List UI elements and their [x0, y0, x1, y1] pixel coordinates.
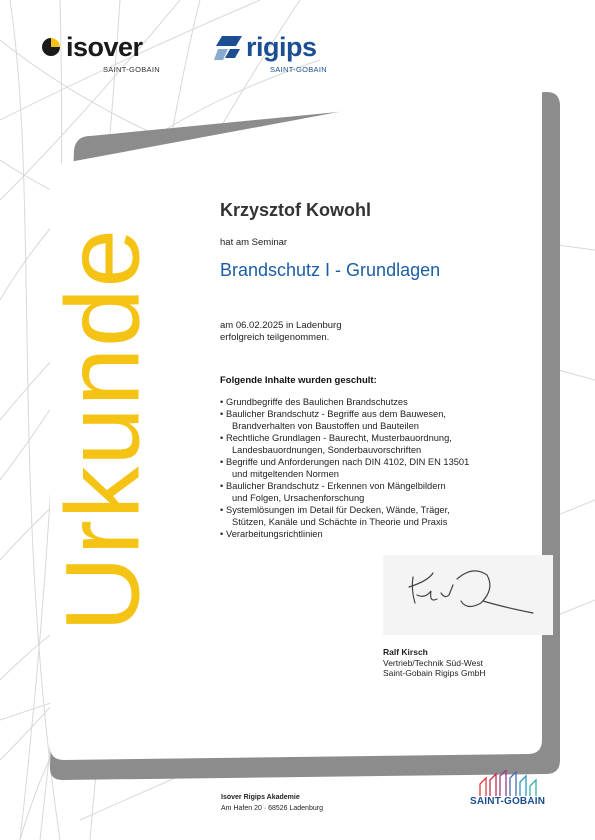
date-line: am 06.02.2025 in Ladenburg — [220, 320, 342, 331]
bullet-icon: • — [220, 481, 224, 491]
signer-role: Vertrieb/Technik Süd-West — [383, 657, 483, 668]
list-item: • Grundbegriffe des Baulichen Brandschutzes — [220, 397, 408, 407]
list-item: • Verarbeitungsrichtlinien — [220, 529, 323, 539]
bullet-icon: • — [220, 433, 224, 443]
saint-gobain-wordmark: SAINT-GOBAIN — [470, 796, 546, 807]
completion-line: erfolgreich teilgenommen. — [220, 332, 330, 343]
list-item: • Rechtliche Grundlagen - Baurecht, Musterbauordnung, Landesbauordnungen, Sonderbauvorschriften — [220, 433, 452, 455]
bullet-icon: • — [220, 409, 224, 419]
saint-gobain-mark-icon — [470, 770, 555, 796]
footer-org: Isover Rigips Akademie — [221, 794, 300, 801]
bullet-icon: • — [220, 457, 224, 467]
saint-gobain-logo — [470, 770, 555, 810]
footer-street: Am Hafen 20 · 68526 Ladenburg — [221, 805, 323, 812]
isover-subtitle: SAINT-GOBAIN — [103, 65, 160, 74]
signature-image — [383, 555, 553, 635]
list-item: • Baulicher Brandschutz - Erkennen von Mängelbildern und Folgen, Ursachenforschung — [220, 481, 446, 503]
list-item: • Begriffe und Anforderungen nach DIN 4102, DIN EN 13501 und mitgeltenden Normen — [220, 457, 470, 479]
footer-address — [221, 792, 323, 814]
intro-text: hat am Seminar — [220, 237, 288, 248]
topics-list — [220, 396, 540, 540]
bullet-icon: • — [220, 529, 224, 539]
rigips-wordmark: rigips — [246, 32, 317, 62]
signer-company: Saint-Gobain Rigips GmbH — [383, 668, 486, 678]
topics-heading: Folgende Inhalte wurden geschult: — [220, 375, 377, 386]
seminar-title: Brandschutz I - Grundlagen — [220, 260, 441, 280]
date-block — [220, 320, 342, 344]
signer-block — [383, 647, 486, 679]
certificate-title: Urkunde — [44, 228, 162, 632]
participant-name: Krzysztof Kowohl — [220, 200, 371, 220]
list-item: • Baulicher Brandschutz - Begriffe aus dem Bauwesen, Brandverhalten von Baustoffen und Bauteilen — [220, 409, 446, 431]
bullet-icon: • — [220, 397, 224, 407]
signer-name: Ralf Kirsch — [383, 647, 428, 657]
rigips-subtitle: SAINT-GOBAIN — [270, 65, 327, 74]
bullet-icon: • — [220, 505, 224, 515]
list-item: • Systemlösungen im Detail für Decken, Wände, Träger, Stützen, Kanäle und Schächte in Theorie und Praxis — [220, 505, 450, 527]
isover-wordmark: isover — [66, 32, 143, 62]
